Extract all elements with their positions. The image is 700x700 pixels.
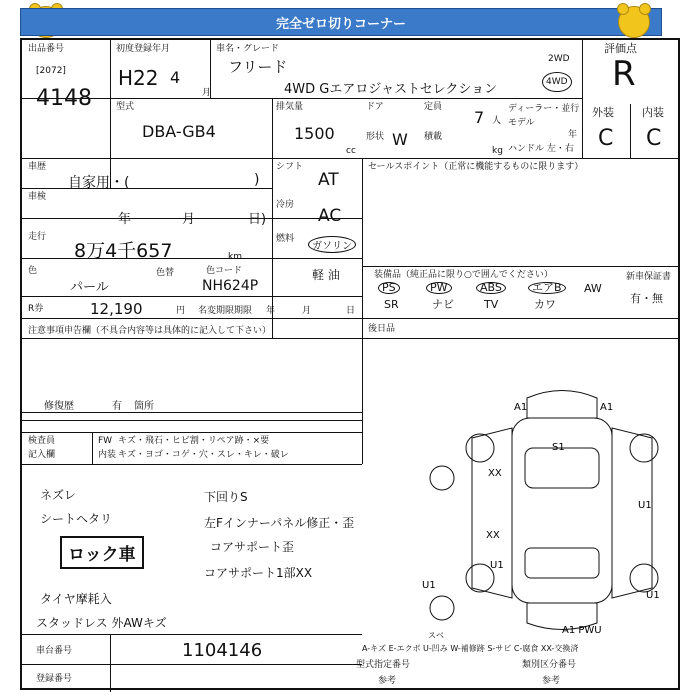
windshield bbox=[525, 448, 599, 488]
dmg-left-rear: U1 bbox=[422, 580, 436, 591]
rating: R bbox=[612, 54, 636, 94]
fuel-oil: 軽 油 bbox=[312, 268, 340, 282]
interior-insp-label: 内装 bbox=[98, 450, 117, 460]
ref-label-2: 参考 bbox=[542, 676, 561, 686]
ac: AC bbox=[318, 206, 342, 226]
dmg-spare: スベ bbox=[428, 631, 444, 638]
exterior-grade: C bbox=[598, 126, 614, 151]
dmg-right-rear: U1 bbox=[646, 590, 660, 601]
recycle: 12,190 bbox=[90, 300, 143, 318]
item-no-label: 出品番号 bbox=[28, 44, 65, 54]
mileage: 8万4千657 bbox=[74, 240, 173, 262]
tire-front-left bbox=[466, 434, 494, 462]
expiry-day: 日 bbox=[346, 306, 356, 316]
dmg-front-right: A1 bbox=[600, 402, 614, 413]
equip-leather: カワ bbox=[534, 298, 556, 311]
rating-label: 評価点 bbox=[604, 42, 637, 55]
era: H22 bbox=[118, 66, 159, 90]
note-right-4: コアサポート1部XX bbox=[204, 566, 313, 580]
interior-insp-items: キズ・ヨゴ・コゲ・穴・スレ・キレ・破レ bbox=[118, 450, 289, 460]
color-code-label: 色コード bbox=[206, 266, 243, 276]
mileage-label: 走行 bbox=[28, 232, 47, 242]
color-label: 色 bbox=[28, 266, 38, 276]
auction-sheet bbox=[20, 38, 680, 690]
reg-no-label: 登録番号 bbox=[36, 674, 73, 684]
inspector-label: 検査員 bbox=[28, 436, 56, 446]
load-label: 積載 bbox=[424, 132, 443, 142]
mascot-right-icon bbox=[618, 6, 650, 38]
color-change-label: 色替 bbox=[156, 268, 175, 278]
side-mirror-left bbox=[430, 466, 454, 490]
equip-sr: SR bbox=[384, 298, 399, 311]
left-side bbox=[472, 428, 512, 598]
equip-navi: ナビ bbox=[432, 298, 454, 311]
page-banner bbox=[20, 8, 662, 36]
model-year-label: モデル bbox=[508, 118, 535, 128]
model-name-label: 車名・グレード bbox=[216, 44, 280, 54]
item-no-small: [2072] bbox=[36, 66, 66, 76]
shape-label: 形状 bbox=[366, 132, 385, 142]
fw-items: キズ・飛石・ヒビ割・リペア跡・×要 bbox=[118, 436, 270, 446]
history-close: ) bbox=[254, 172, 260, 188]
dealer-label: ディーラー・並行 bbox=[508, 104, 580, 114]
fuel-label: 燃料 bbox=[276, 234, 295, 244]
equip-abs: ABS bbox=[476, 282, 506, 294]
interior-label: 内装 bbox=[642, 106, 664, 119]
interior-grade: C bbox=[646, 126, 662, 151]
kg-unit: kg bbox=[492, 146, 503, 156]
displacement: 1500 bbox=[294, 124, 335, 143]
dmg-front-left: A1 bbox=[514, 402, 528, 413]
dmg-rear-bumper: A1 PWU bbox=[562, 625, 602, 636]
km-unit: km bbox=[228, 252, 242, 262]
lock-car-label: ロック車 bbox=[60, 536, 144, 569]
tire-front-right bbox=[630, 434, 658, 462]
equip-aw: AW bbox=[584, 282, 602, 295]
history-value: 自家用・( bbox=[68, 175, 130, 191]
grade: 4WD Gエアロジャストセレクション bbox=[284, 82, 498, 97]
shape: W bbox=[392, 130, 408, 149]
chassis-no: 1104146 bbox=[182, 640, 263, 661]
tire-rear-right bbox=[630, 564, 658, 592]
note-left-1: ネズレ bbox=[40, 488, 77, 502]
color: パール bbox=[70, 280, 109, 295]
expiry-label: 名変期限期限 bbox=[198, 306, 253, 316]
dmg-left-door: XX bbox=[486, 530, 500, 541]
note-right-2: 左Fインナーパネル修正・歪 bbox=[204, 516, 355, 530]
ac-label: 冷房 bbox=[276, 200, 295, 210]
inspection-month: 月 bbox=[182, 212, 196, 227]
drive-4wd: 4WD bbox=[542, 72, 572, 92]
month-unit: 月 bbox=[202, 88, 212, 98]
model-name: フリード bbox=[228, 58, 288, 76]
equip-ps: PS bbox=[378, 282, 400, 294]
banner-title: 完全ゼロ切りコーナー bbox=[275, 16, 406, 32]
equip-airbag: エアB bbox=[528, 282, 566, 294]
note-left-4: タイヤ摩耗入 bbox=[40, 592, 112, 606]
cc-unit: cc bbox=[346, 146, 356, 156]
sales-point-label: セールスポイント（正常に機能するものに限ります） bbox=[368, 162, 584, 172]
handle-label: ハンドル 左・右 bbox=[508, 144, 574, 154]
type: DBA-GB4 bbox=[142, 122, 216, 141]
capacity: 7 bbox=[474, 108, 485, 127]
new-car-value: 有・無 bbox=[630, 292, 663, 305]
capacity-label: 定員 bbox=[424, 102, 443, 112]
note-left-5: スタッドレス 外AWキズ bbox=[36, 616, 167, 630]
equip-tv: TV bbox=[484, 298, 499, 311]
drive-2wd: 2WD bbox=[548, 54, 570, 64]
shift: AT bbox=[318, 170, 339, 190]
door-label: ドア bbox=[366, 102, 384, 112]
dmg-hood: S1 bbox=[552, 442, 565, 453]
rear-window bbox=[525, 548, 599, 578]
inspector-label-2: 記入欄 bbox=[28, 450, 56, 460]
dmg-left-fender: XX bbox=[488, 468, 502, 479]
recycle-label: R券 bbox=[28, 304, 44, 314]
exterior-label: 外装 bbox=[592, 106, 614, 119]
fuel-gasoline: ガソリン bbox=[308, 236, 356, 253]
equipment-label: 装備品（純正品に限り○で囲んでください） bbox=[374, 270, 553, 280]
note-right-3: コアサポート歪 bbox=[210, 540, 295, 554]
repair-value: 有 bbox=[112, 401, 122, 412]
inspection-day: 日) bbox=[248, 212, 267, 227]
year-unit: 年 bbox=[568, 130, 578, 140]
notes-label: 注意事項申告欄（不具合内容等は具体的に記入して下さい） bbox=[28, 326, 272, 336]
rear-seat-label: 後日品 bbox=[368, 324, 396, 334]
item-no: 4148 bbox=[36, 86, 92, 111]
class-label: 類別区分番号 bbox=[522, 660, 577, 670]
spare-tire bbox=[430, 596, 454, 620]
first-reg-label: 初度登録年月 bbox=[116, 44, 171, 54]
history-label: 車歴 bbox=[28, 162, 47, 172]
fw-label: FW bbox=[98, 436, 113, 446]
damage-legend: A-キズ E-エクボ U-凹み W-補修跡 S-サビ C-腐食 XX-交換済 bbox=[362, 644, 579, 653]
expiry-month: 月 bbox=[302, 306, 312, 316]
person-unit: 人 bbox=[492, 116, 502, 126]
front-bumper bbox=[527, 391, 597, 419]
reg-month: 4 bbox=[170, 68, 181, 87]
equip-pw: PW bbox=[426, 282, 452, 294]
ref-label-1: 参考 bbox=[378, 676, 397, 686]
cert-label: 型式指定番号 bbox=[356, 660, 411, 670]
expiry-year: 年 bbox=[266, 306, 276, 316]
car-damage-diagram bbox=[362, 338, 678, 638]
right-side bbox=[612, 428, 652, 598]
inspection-label: 車検 bbox=[28, 192, 47, 202]
new-car-label: 新車保証書 bbox=[626, 272, 672, 282]
note-left-2: シートヘタリ bbox=[40, 512, 113, 526]
repair-label: 修復歴 bbox=[44, 401, 74, 412]
note-right-1: 下回りS bbox=[204, 490, 248, 504]
dmg-right-door: U1 bbox=[638, 500, 652, 511]
color-code: NH624P bbox=[202, 278, 259, 294]
shift-label: シフト bbox=[276, 162, 304, 172]
chassis-label: 車台番号 bbox=[36, 646, 73, 656]
displacement-label: 排気量 bbox=[276, 102, 304, 112]
repair-suffix: 箇所 bbox=[134, 401, 154, 412]
dmg-left-quarter: U1 bbox=[490, 560, 504, 571]
yen-unit: 円 bbox=[176, 306, 186, 316]
type-label: 型式 bbox=[116, 102, 135, 112]
inspection-year: 年 bbox=[118, 212, 132, 227]
